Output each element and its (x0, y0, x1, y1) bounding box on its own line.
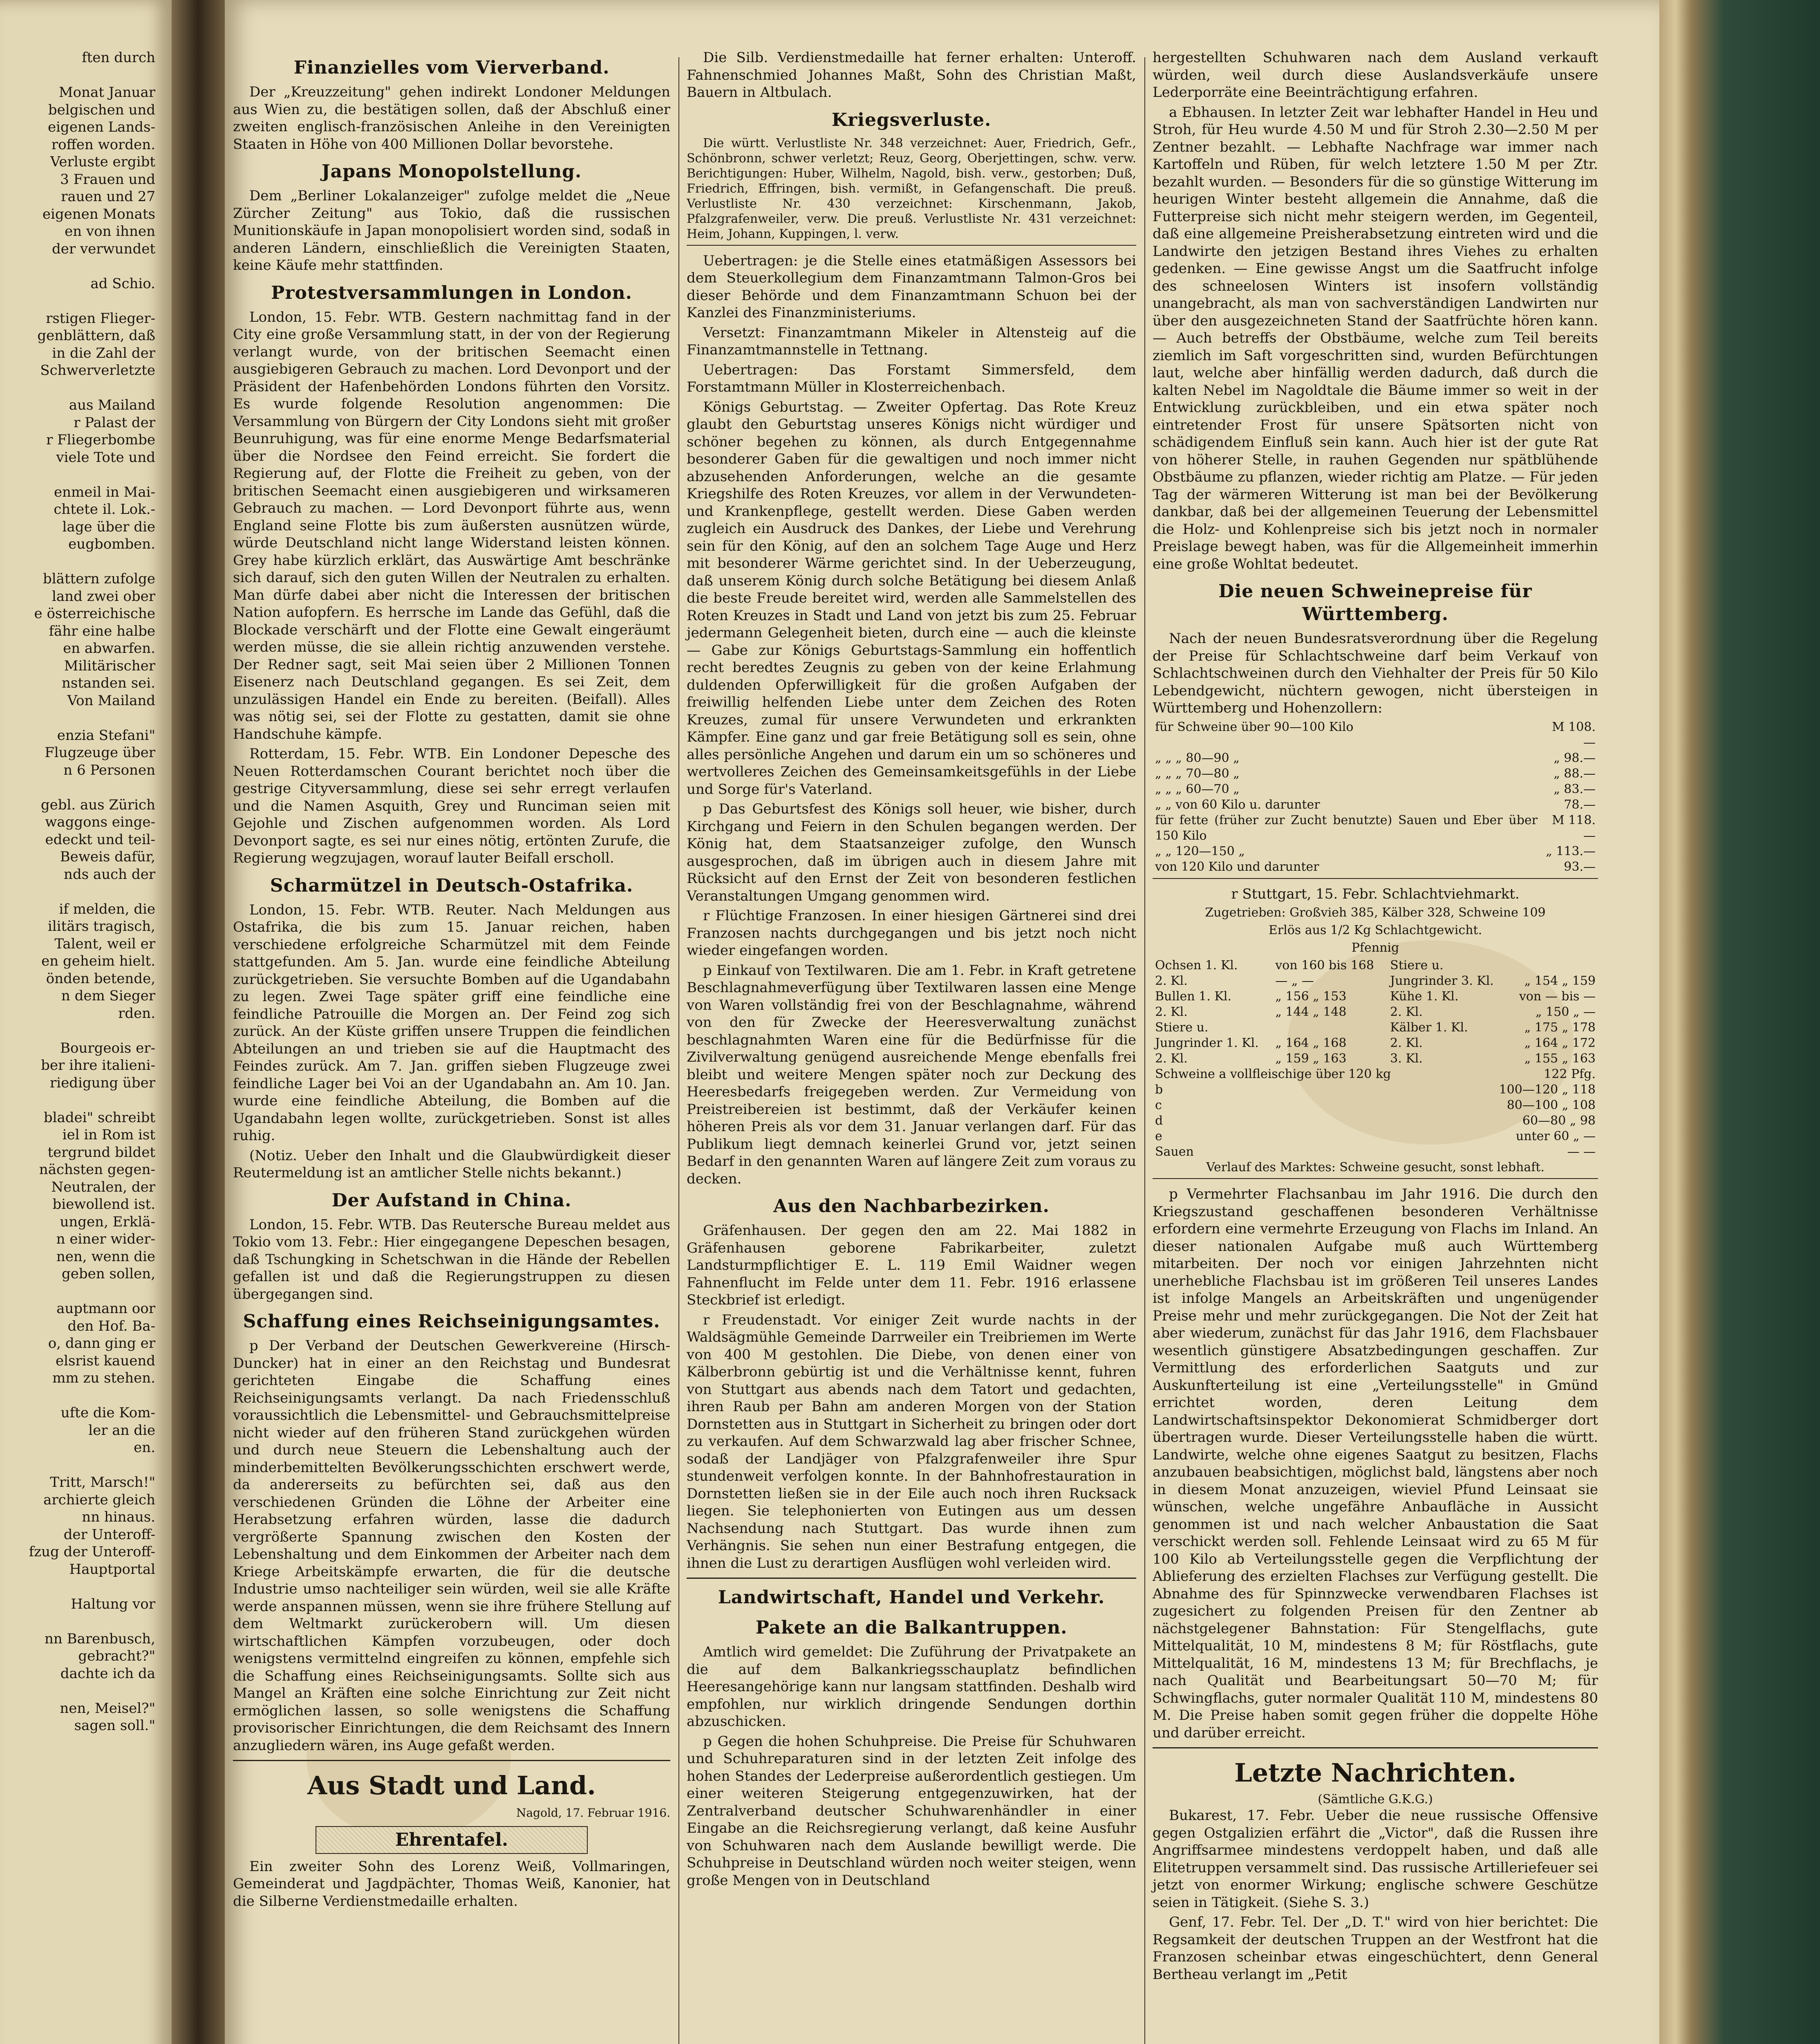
table-cell: 60—80 „ 98 (1522, 1114, 1596, 1128)
casualty-list: Die württ. Verlustliste Nr. 348 verzeichnet: Auer, Friedrich, Gefr., Schönbronn, schwer verletzt; Reuz, Georg, Oberjettingen, schw. verw. Berichtigungen: Huber, Wilhelm, Nagold, bish. verw., gestorben; Duß, Friedrich, Effringen, bish. vermißt, in Gefangenschaft. Die preuß. Verlustliste Nr. 430 verzeichnet: Kirschenmann, Jakob, Pfalzgrafenweiler, verw. Die preuß. Verlustliste Nr. 431 verzeichnet: Heim, Johann, Kuppingen, l. verw. (687, 136, 1136, 241)
previous-page-line: edeckt und teil- (45, 831, 155, 848)
article-text: (Notiz. Ueber den Inhalt und die Glaubwürdigkeit dieser Reutermeldung ist an amtlicher Stelle nichts bekannt.) (233, 1147, 670, 1181)
previous-page-line: ungen, Erklä- (60, 1213, 155, 1230)
previous-page-line: mm zu stehen. (52, 1370, 155, 1386)
table-cell: Stiere u. (1390, 958, 1444, 973)
previous-page-line: 3 Frauen und (60, 171, 155, 188)
column-rule (678, 57, 679, 2044)
cattle-market-table (1153, 958, 1598, 1067)
previous-page-line: Von Mailand (67, 692, 155, 709)
table-cell: von 120 Kilo und darunter (1155, 859, 1319, 874)
previous-page-line: eigenen Monats (42, 206, 155, 222)
previous-page-line: auptmann oor (56, 1300, 155, 1317)
table-cell: M 118.— (1551, 813, 1596, 843)
table-cell: „ 164 „ 168 (1275, 1036, 1347, 1050)
previous-page-line: o, dann ging er (48, 1335, 155, 1351)
book-gutter (172, 0, 225, 2044)
previous-page-line (0, 466, 155, 484)
newspaper-page (225, 0, 1659, 2044)
column-3 (1153, 49, 1598, 1986)
table-cell: „ 113.— (1546, 844, 1596, 858)
previous-page-line (0, 258, 155, 275)
article-text: p Das Geburtsfest des Königs soll heuer, wie bisher, durch Kirchgang und Feiern in den Schulen begangen werden. Der König hat, dem Staatsanzeiger zufolge, den Wunsch ausgesprochen, daß im übrigen auch in diesem Jahre mit Rücksicht auf den Ernst der Zeit von besonderen festlichen Veranstaltungen Umgang genommen wird. (687, 801, 1136, 904)
previous-page-line: genblättern, daß (37, 327, 155, 344)
market-row (1153, 973, 1598, 989)
previous-page-line: n 6 Personen (63, 762, 155, 778)
previous-page-line: r Fliegerbombe (46, 432, 155, 448)
table-cell: 78.— (1564, 797, 1596, 812)
previous-page-line: land zwei ober (51, 588, 155, 605)
table-cell: „ 155 „ 163 (1524, 1051, 1596, 1066)
table-cell: „ 154 „ 159 (1524, 974, 1596, 988)
previous-page-line: r Palast der (74, 414, 155, 431)
previous-page-line: nds auch der (64, 866, 155, 883)
previous-page-line: roffen worden. (51, 136, 155, 153)
previous-page-line: aus Mailand (69, 397, 155, 413)
headline-japan: Japans Monopolstellung. (321, 161, 582, 182)
column-rule (1144, 57, 1145, 2044)
previous-page-line: gebracht?" (78, 1648, 155, 1664)
previous-page-line: ad Schio. (90, 275, 155, 292)
divider (1153, 1178, 1598, 1179)
table-cell: „ 164 „ 172 (1524, 1036, 1596, 1050)
column-2 (687, 49, 1136, 1892)
headline-kriegsverluste: Kriegsverluste. (831, 109, 992, 130)
article-text: Bukarest, 17. Febr. Ueber die neue russische Offensive gegen Ostgalizien erfährt die „Victor", daß die Russen ihre Angriffsarmee mindestens verdoppelt haben, und daß alle Elitetruppen versammelt sind. Das russische Artilleriefeuer sei jetzt von enormer Wirkung; englische schwere Geschütze seien in Tätigkeit. (Siehe S. 3.) (1153, 1807, 1598, 1911)
table-cell: „ „ „ 60—70 „ (1155, 782, 1240, 796)
previous-page-line: nn hinaus. (82, 1509, 155, 1525)
previous-page-line (0, 1091, 155, 1109)
price-row (1153, 859, 1598, 875)
market-row (1153, 958, 1598, 973)
previous-page-line: Bourgeois er- (60, 1040, 155, 1056)
article-text: p Einkauf von Textilwaren. Die am 1. Febr. in Kraft getretene Beschlagnahmeverfügung über Textilwaren lassen eine Menge von Waren vollständig frei von der Beschlagnahme, während von den für Zwecke der Heeresverwaltung zunächst beschlagnahmten Waren eine für die Bedürfnisse für die Zivilverwaltung genügend ausreichende Menge ebenfalls frei bleibt und weitere Mengen später noch zur Deckung des Heeresbedarfs freigegeben werden. Zur Vermeidung von Preistreibereien ist bestimmt, daß der Verkäufer keinen höheren Preis als vor dem 31. Januar verlangen darf. Für das Publikum liegt demnach keinerlei Grund vor, jetzt seinen Bedarf in den genannten Waren auf längere Zeit zum voraus zu decken. (687, 962, 1136, 1187)
table-cell: 3. Kl. (1390, 1051, 1423, 1066)
article-text: Uebertragen: je die Stelle eines etatmäßigen Assessors bei dem Steuerkollegium dem Finanzamtmann Talmon-Gros bei dieser Behörde und dem Finanzamtmann Schuon bei der Kanzlei des Finanzministeriums. (687, 252, 1136, 321)
table-cell: Stiere u. (1155, 1020, 1209, 1035)
table-cell: — „ — (1275, 974, 1314, 988)
previous-page-line: blättern zufolge (43, 571, 155, 587)
previous-page-line: önden betende, (46, 970, 155, 987)
previous-page-line: n einer wider- (56, 1231, 155, 1247)
previous-page-line (0, 553, 155, 571)
market-subheading: Erlös aus 1/2 Kg Schlachtgewicht. (1268, 923, 1482, 937)
table-cell: Jungrinder 1. Kl. (1155, 1036, 1259, 1050)
market-unit-label: Pfennig (1351, 941, 1399, 955)
previous-page-line (0, 1613, 155, 1630)
previous-page-line: Schwerverletzte (40, 362, 155, 379)
table-cell: „ „ „ 80—90 „ (1155, 751, 1240, 765)
previous-page-line: lage über die (62, 518, 155, 535)
table-cell: c (1155, 1098, 1162, 1112)
previous-page-line (0, 1283, 155, 1300)
table-cell (1508, 958, 1598, 973)
market-summary: Verlauf des Marktes: Schweine gesucht, sonst lebhaft. (1206, 1160, 1545, 1174)
previous-page-strip (0, 0, 172, 2044)
previous-page-line: Hauptportal (69, 1561, 155, 1578)
table-cell: Schweine a vollfleischige über 120 kg (1155, 1067, 1391, 1081)
previous-page-line (0, 1387, 155, 1405)
headline-nachbarbezirke: Aus den Nachbarbezirken. (773, 1196, 1050, 1217)
article-text: Amtlich wird gemeldet: Die Zuführung der Privatpakete an die auf dem Balkankriegsschauplatz befindlichen Heeresangehörige kann nur langsam stattfinden. Deshalb wird empfohlen, nur wirklich dringende Sendungen dorthin abzuschicken. (687, 1644, 1136, 1730)
previous-page-line (0, 1022, 155, 1040)
article-text: hergestellten Schuhwaren nach dem Ausland verkauft würden, weil durch diese Auslandsverkäufe unsere Lederporräte eine Beeinträchtigung erfahren. (1153, 49, 1598, 101)
article-text: a Ebhausen. In letzter Zeit war lebhafter Handel in Heu und Stroh, für Heu wurde 4.50 M und für Stroh 2.30—2.50 M per Zentner bezahlt. — Lebhafte Nachfrage war immer nach Kartoffeln und Rüben, für welch letztere 1.50 M per Ztr. bezahlt wurden. — Besonders für die so günstige Witterung im heurigen Winter besteht allgemein die Annahme, daß die Futterpreise sich nicht mehr steigern werden, im Gegenteil, daß eine allgemeine Preisherabsetzung eintreten wird und die Landwirte den jetzigen Bestand ihres Viehes zu erhalten gedenken. — Eine gewisse Angst um die Saatfrucht infolge des schneelosen Winters ist insofern vollständig unangebracht, als man von sachverständigen Landwirten nur über den ausgezeichneten Stand der Saatfrüchte hören kann. — Auch betreffs der Obstbäume, welche zum Teil bereits ziemlich im Saft vorgeschritten sind, wurden Befürchtungen laut, welche aber hinfällig werden dadurch, daß durch die kalten Nebel im Nagoldtale die Bäume immer so weit in der Entwicklung zurückbleiben, und ein etwa später noch eintretender Frost für unsere Spätsorten nicht von schädigendem Einfluß sein kann. Auch hier ist der gute Rat von höherer Stelle, in rauhen Gegenden nur spätblühende Obstbäume zu pflanzen, wieder richtig am Platze. — Für jeden Tag der wärmeren Witterung ist man bei der Bevölkerung dankbar, daß bei der allgemeinen Teuerung der Lebensmittel die Holz- und Kohlenpreise sich bis jetzt noch in normaler Preislage bewegt haben, was für die Allgemeinheit immerhin eine große Wohltat bedeutet. (1153, 104, 1598, 572)
previous-page-line: bladei" schreibt (43, 1109, 155, 1126)
previous-page-line: eigenen Lands- (47, 119, 155, 135)
section-rule (233, 1760, 670, 1761)
previous-page-line (0, 379, 155, 397)
previous-page-line: Tritt, Marsch!" (50, 1474, 155, 1490)
table-cell: Kühe 1. Kl. (1390, 989, 1459, 1004)
headline-china: Der Aufstand in China. (331, 1190, 572, 1211)
article-text: Königs Geburtstag. — Zweiter Opfertag. Das Rote Kreuz glaubt den Geburtstag unseres Königs nicht würdiger und schöner begehen zu können, als durch Entgegennahme besonderer Gaben für die gewaltigen und noch immer nicht abzusehenden Anforderungen, welche an die gesamte Kriegshilfe des Roten Kreuzes, vor allem in der Verwundeten- und Krankenpflege, gestellt werden. Diese Gaben werden zugleich ein Ausdruck des Dankes, der Liebe und Verehrung sein für den König, auf den an solchem Tage Auge und Herz mit besonderer Wärme gerichtet sind. In der Ueberzeugung, daß unserem König durch solche Betätigung bei diesem Anlaß die beste Freude bereitet wird, werden alle Sammelstellen des Roten Kreuzes in Stadt und Land von jetzt bis zum 25. Februar jedermann Gelegenheit bieten, durch eine — auch die kleinste — Gabe zur Königs Geburtstags-Sammlung ein hoffentlich recht beredtes Zeugnis zu geben von der keine Erlahmung duldenden Opferwilligkeit für die großen Aufgaben der freiwillig helfenden Liebe unter dem Zeichen des Roten Kreuzes, zumal für unsere Verwundeten und erkrankten Kämpfer. Eine ganz und gar freie Betätigung soll es sein, ohne alles persönliche Angehen und darum ein um so schöneres und wertvolleres Zeichen des Gemeinsamkeitsgefühls in der Liebe und Sorge für's Vaterland. (687, 399, 1136, 798)
previous-page-line: rden. (118, 1005, 155, 1022)
table-cell: Kälber 1. Kl. (1390, 1020, 1468, 1035)
table-cell: 80—100 „ 108 (1507, 1098, 1596, 1112)
article-text: p Vermehrter Flachsanbau im Jahr 1916. Die durch den Kriegszustand geschaffenen besonderen Verhältnisse erfordern eine vermehrte Erzeugung von Flachs im Inland. An dieser nationalen Aufgabe muß auch Württemberg mitarbeiten. Der noch vor einigen Jahrzehnten nicht unerhebliche Flachsbau ist im größeren Teil unseres Landes ist infolge Mangels an Arbeitskräften und ungenügender Preise mehr und mehr zurückgegangen. Die Not der Zeit hat aber wiederum, zunächst für das Jahr 1916, dem Flachsbauer wesentlich günstigere Absatzbedingungen geschaffen. Zur Vermittlung des erforderlichen Saatguts und zur Auskunfterteilung ist eine „Verteilungsstelle" in Gmünd errichtet worden, deren Leitung dem Landwirtschaftsinspektor Dekonomierat Schmidberger dort übertragen wurde. Dieser Verteilungsstelle haben die württ. Landwirte, welche ohne eigenes Saatgut zu besitzen, Flachs anzubauen beabsichtigen, möglichst bald, längstens aber noch in diesem Monat anzuzeigen, wieviel Pfund Leinsaat sie wünschen, welche ungefähre Anbaufläche in Aussicht genommen ist und nach welcher Anbaustation die Saat verschickt werden soll. Fehlende Leinsaat wird zu 65 M für 100 Kilo ab Verteilungsstelle gegen die Verpflichtung der Ablieferung des erzielten Flachses zur Verfügung gestellt. Die Abnahme des für Spinnzwecke verwendbaren Flachses ist zugesichert zu folgenden Preisen für den Zentner ab nächstgelegener Bahnstation: Für Stengelflachs, gute Mittelqualität, 10 M, mindestens 8 M; für Röstflachs, gute Mittelqualität, 16 M, mindestens 13 M; für Brechflachs, je nach Qualität und Bearbeitungsart 50—70 M; für Schwingflachs, guter normaler Qualität 110 M, mindestens 80 M. Die Preise haben somit gegen früher die doppelte Höhe und darüber erreicht. (1153, 1186, 1598, 1741)
table-cell: „ 159 „ 163 (1275, 1051, 1347, 1066)
previous-page-line: belgischen und (48, 101, 155, 118)
previous-page-line: fähr eine halbe (49, 623, 155, 639)
previous-page-line: ler an die (88, 1422, 155, 1439)
previous-page-line: e österreichische (34, 605, 155, 622)
table-cell: „ 150 „ — (1536, 1005, 1596, 1019)
previous-page-text (0, 49, 155, 1735)
table-cell: — — (1567, 1145, 1596, 1159)
table-cell: 93.— (1564, 859, 1596, 874)
headline-landwirtschaft: Landwirtschaft, Handel und Verkehr. (718, 1587, 1105, 1608)
market-row (1153, 1004, 1598, 1020)
price-row (1153, 782, 1598, 797)
table-cell: 122 Pfg. (1544, 1067, 1596, 1081)
price-row (1153, 719, 1598, 751)
article-text: Gräfenhausen. Der gegen den am 22. Mai 1882 in Gräfenhausen geborene Fabrikarbeiter, zuletzt Landsturmpflichtiger E. L. 119 Emil Waidner wegen Fahnenflucht im Felde unter dem 11. Febr. 1916 erlassene Steckbrief ist erledigt. (687, 1222, 1136, 1308)
swine-row (1153, 1129, 1598, 1144)
previous-page-line: en von ihnen (65, 223, 155, 240)
table-cell: „ 144 „ 148 (1275, 1005, 1347, 1019)
price-row (1153, 844, 1598, 859)
price-row (1153, 766, 1598, 782)
market-row (1153, 1020, 1598, 1035)
headline-london-protest: Protestversammlungen in London. (271, 282, 632, 303)
previous-page-line: den Hof. Ba- (67, 1318, 155, 1334)
price-row (1153, 797, 1598, 813)
previous-page-line: tergrund bildet (47, 1144, 155, 1161)
previous-page-line: en geheim hielt. (41, 953, 155, 969)
swine-row (1153, 1098, 1598, 1113)
previous-page-line: geben sollen, (62, 1266, 155, 1282)
table-cell: „ 88.— (1554, 766, 1596, 781)
previous-page-line (0, 1457, 155, 1474)
swine-row (1153, 1144, 1598, 1160)
table-cell: „ 156 „ 153 (1275, 989, 1347, 1004)
previous-page-line: enmeil in Mai- (54, 484, 155, 500)
previous-page-line: rauen und 27 (61, 188, 155, 205)
previous-page-line: en. (134, 1439, 155, 1456)
table-cell: „ 175 „ 178 (1524, 1020, 1596, 1035)
previous-page-line (0, 709, 155, 727)
swine-market-table (1153, 1067, 1598, 1160)
dateline: Nagold, 17. Februar 1916. (516, 1806, 670, 1820)
swine-row (1153, 1067, 1598, 1082)
headline-finanzielles: Finanzielles vom Vierverband. (293, 57, 610, 78)
previous-page-line (0, 292, 155, 310)
table-cell: M 108.— (1551, 719, 1596, 750)
previous-page-line (0, 67, 155, 84)
previous-page-line: riedigung über (49, 1074, 155, 1091)
previous-page-line: dachte ich da (60, 1665, 155, 1682)
previous-page-line: ufte die Kom- (60, 1405, 155, 1421)
section-rule (1153, 1747, 1598, 1748)
previous-page-line: der verwundet (52, 240, 155, 257)
previous-page-line: Beweis dafür, (60, 849, 155, 865)
market-intro: Zugetrieben: Großvieh 385, Kälber 328, Schweine 109 (1205, 905, 1546, 920)
previous-page-line (0, 1578, 155, 1596)
previous-page-line: gebl. aus Zürich (40, 796, 155, 813)
previous-page-line: nen, Meisel?" (60, 1700, 155, 1717)
article-text: London, 15. Febr. WTB. Gestern nachmittag fand in der City eine große Versammlung statt, in der von der Regierung verlangt wurde, von der britischen Seemacht einen ausgiebigeren Gebrauch zu machen. Lord Devonport und der Präsident der Hafenbehörden Londons führten den Vorsitz. Es wurde folgende Resolution angenommen: Die Versammlung von Bürgern der City Londons sieht mit großer Beunruhigung, was für eine enorme Menge Bedarfsmaterial über die Nordsee den Feind erreicht. Sie fordert die Regierung auf, der Flotte die Freiheit zu geben, von der britischen Seemacht einen ausgiebigeren und wirksameren Gebrauch zu machen. — Lord Devonport führte aus, wenn England seine Flotte bis zum äußersten ausnützen würde, würde Deutschland nicht lange Widerstand leisten können. Grey habe kürzlich erklärt, das Auswärtige Amt beschränke sich darauf, sich den guten Willen der Neutralen zu erhalten. Man dürfe dabei aber nicht die Interessen der britischen Nation aufopfern. Es herrsche im Lande das Gefühl, daß die Blockade verschärft und der Flotte eine Gewalt eingeräumt werden müsse, die sie allein richtig anzuwenden verstehe. Der Redner sagt, seit Mai seien über 2 Millionen Tonnen Eisenerz nach Deutschland gegangen. Es sei Zeit, dem unzulässigen Handel ein Ende zu bereiten. (Beifall). Alles was nötig sei, sei der Flotte zu gestatten, damit sie ohne Handschuhe kämpfe. (233, 309, 670, 742)
previous-page-line: der Unteroff- (63, 1526, 155, 1543)
column-1 (233, 49, 670, 1912)
headline-reichseinigungsamt: Schaffung eines Reichseinigungsamtes. (243, 1311, 660, 1332)
article-text: Uebertragen: Das Forstamt Simmersfeld, dem Forstamtmann Müller in Klosterreichenbach. (687, 361, 1136, 395)
table-cell: Bullen 1. Kl. (1155, 989, 1231, 1004)
table-cell: „ 83.— (1554, 782, 1596, 796)
headline-schweinepreise: Die neuen Schweinepreise für Württemberg. (1218, 581, 1532, 625)
article-text: r Freudenstadt. Vor einiger Zeit wurde nachts in der Waldsägmühle Gemeinde Darrweiler ein Treibriemen im Werte von 400 M gestohlen. Die Diebe, von denen einer von Kälberbronn gebürtig ist und die Verhältnisse kennt, fuhren von Stuttgart aus abends nach dem Tatort und gedachten, ihren Raub per Bahn am anderen Morgen von der Station Dornstetten aus in Stuttgart in Sicherheit zu bringen oder dort zu verkaufen. Auf dem Schwarzwald lag aber frischer Schnee, sodaß der Landjäger von Pfalzgrafenweiler ihre Spur stundenweit verfolgen konnte. In der Bahnhofrestauration in Dornstetten ließen sie in der Eile auch noch ihren Rucksack liegen. Sie telephonierten von Eutingen aus um dessen Nachsendung nach Stuttgart. Das wurde ihnen zum Verhängnis. Sie sehen nun einer Bestrafung entgegen, die ihnen die Lust zu derartigen Ausflügen wohl verleiden wird. (687, 1311, 1136, 1571)
article-text: Genf, 17. Febr. Tel. Der „D. T." wird von hier berichtet: Die Regsamkeit der deutschen Truppen an der Westfront hat die Franzosen scheinbar etwas eingeschüchtert, denn General Bertheau verlangt im „Petit (1153, 1914, 1598, 1983)
previous-page-line: archierte gleich (43, 1491, 155, 1508)
previous-page-line: Talent, weil er (54, 935, 155, 952)
table-cell: Jungrinder 3. Kl. (1390, 974, 1494, 988)
previous-page-line: nn Barenbusch, (45, 1630, 155, 1647)
table-cell (1273, 1020, 1388, 1035)
article-text: Der „Kreuzzeitung" gehen indirekt Londoner Meldungen aus Wien zu, die bestätigen sollen, daß der Abschluß einer zweiten englisch-französischen Anleihe in den Vereinigten Staaten in Höhe von 400 Millionen Dollar bevorstehe. (233, 84, 670, 152)
previous-page-line: elsrist kauend (55, 1352, 155, 1369)
previous-page-line: Monat Januar (58, 84, 155, 101)
table-cell: 2. Kl. (1390, 1005, 1423, 1019)
previous-page-line (0, 779, 155, 796)
article-text: p Gegen die hohen Schuhpreise. Die Preise für Schuhwaren und Schuhreparaturen sind in der letzten Zeit infolge des hohen Standes der Lederpreise außerordentlich gestiegen. Um einer weiteren Steigerung entgegenzuwirken, hat der Zentralverband deutscher Schuhwarenhändler in einer Eingabe an die Reichsregierung verlangt, daß keine Ausfuhr von Schuhwaren nach dem Auslande bewilligt werde. Die Schuhpreise in Deutschland würden noch weiter steigen, wenn große Mengen von in Deutschland (687, 1733, 1136, 1889)
previous-page-line: if melden, die (59, 901, 155, 917)
previous-page-line: waggons einge- (45, 814, 155, 830)
section-title-letzte-nachrichten: Letzte Nachrichten. (1234, 1758, 1517, 1788)
previous-page-line (0, 883, 155, 901)
article-text: Die Silb. Verdienstmedaille hat ferner erhalten: Unteroff. Fahnenschmied Johannes Maßt, Sohn des Christian Maßt, Bauern in Altbulach. (687, 49, 1136, 101)
previous-page-line: en abwarfen. (63, 640, 155, 657)
previous-page-line (0, 1682, 155, 1700)
price-row (1153, 813, 1598, 844)
table-cell: 2. Kl. (1155, 974, 1188, 988)
previous-page-line: eugbomben. (68, 536, 155, 552)
previous-page-line: Haltung vor (71, 1596, 155, 1612)
table-cell: d (1155, 1114, 1163, 1128)
previous-page-line: nächsten gegen- (39, 1161, 155, 1178)
article-text: Rotterdam, 15. Febr. WTB. Ein Londoner Depesche des Neuen Rotterdamschen Courant berichtet noch über die gestrige Cityversammlung, diese sei sehr erregt verlaufen und die Namen Asquith, Grey und Runciman seien mit Gejohle und Zischen aufgenommen worden. Als Lord Devonport sagte, es sei nur eines nötig, ertönten Zurufe, die Regierung wegzujagen, worauf lauter Beifall erscholl. (233, 746, 670, 866)
table-cell: von — bis — (1519, 989, 1596, 1004)
market-row (1153, 1051, 1598, 1067)
table-cell: „ 98.— (1554, 751, 1596, 765)
article-text: Dem „Berliner Lokalanzeiger" zufolge meldet die „Neue Zürcher Zeitung" aus Tokio, daß die russischen Munitionskäufe in Japan monopolisiert worden sind, sodaß in anderen Ländern, einschließlich die Vereinigten Staaten, keine Käufe mehr stattfinden. (233, 188, 670, 273)
section-title-stadt-land: Aus Stadt und Land. (307, 1771, 596, 1800)
previous-page-line: ber ihre italieni- (41, 1057, 155, 1074)
table-cell: für fette (früher zur Zucht benutzte) Sauen und Eber über 150 Kilo (1155, 813, 1538, 843)
previous-page-line: biewollend ist. (52, 1196, 155, 1213)
previous-page-line: Neutralen, der (51, 1179, 155, 1195)
article-text: p Der Verband der Deutschen Gewerkvereine (Hirsch-Duncker) hat in einer an den Reichstag und Bundesrat gerichteten Eingabe die Schaffung eines Reichseinigungsamts verlangt. Da nach Friedensschluß voraussichtlich die Lebensmittel- und Gebrauchsmittelpreise nicht wieder auf den früheren Stand zurückgehen würden und durch neue Steuern die Lebenshaltung auch der minderbemittelten Bevölkerungsschichten erschwert werde, da andererseits zu befürchten sei, daß aus den verschiedenen Gründen die Löhne der Arbeiter eine Herabsetzung erfahren würden, lasse die dadurch vergrößerte Spannung zwischen den Kosten der Lebenshaltung und dem Einkommen der Arbeiter nach dem Kriege Arbeitskämpfe erwarten, die für die deutsche Industrie umso nachteiliger sein würden, weil sie alle Kräfte werde anspannen müssen, wenn sie ihre frühere Stellung auf dem Weltmarkt zurückerobern will. Um diesen wirtschaftlichen Kämpfen vorzubeugen, oder doch wenigstens vermittelnd eingreifen zu können, empfehle sich die Schaffung eines Reichseinigungsamts. Sollte sich aus Mangel an Kräften eine solche Einrichtung zur Zeit nicht ermöglichen lassen, so solle wenigstens die Schaffung provisorischer Einrichtungen, die dem Reichsamt des Innern anzugliedern wären, ins Auge gefaßt werden. (233, 1338, 670, 1754)
previous-page-line: nstanden sei. (61, 675, 155, 691)
table-cell: „ „ „ 70—80 „ (1155, 766, 1240, 781)
article-text: Versetzt: Finanzamtmann Mikeler in Altensteig auf die Finanzamtmannstelle in Tettnang. (687, 324, 1136, 358)
divider (687, 245, 1136, 246)
table-cell: „ „ von 60 Kilo u. darunter (1155, 797, 1320, 812)
headline-balkantruppen: Pakete an die Balkantruppen. (755, 1617, 1068, 1638)
market-row (1153, 989, 1598, 1004)
table-cell: 100—120 „ 118 (1499, 1083, 1596, 1097)
article-text: Nach der neuen Bundesratsverordnung über die Regelung der Preise für Schlachtschweine darf beim Verkauf von Schlachtschweinen durch den Viehhalter der Preis für 50 Kilo Lebendgewicht, nüchtern gewogen, nicht übersteigen in Württemberg und Hohenzollern: (1153, 630, 1598, 716)
table-cell: von 160 bis 168 (1275, 958, 1374, 973)
headline-ostafrika: Scharmützel in Deutsch-Ostafrika. (270, 875, 634, 896)
previous-page-line: sagen soll." (74, 1717, 155, 1734)
table-cell: Ochsen 1. Kl. (1155, 958, 1238, 973)
table-cell: Sauen (1155, 1145, 1194, 1159)
swine-row (1153, 1082, 1598, 1098)
article-text: r Flüchtige Franzosen. In einer hiesigen Gärtnerei sind drei Franzosen nachts durchgegangen und bis jetzt noch nicht wieder eingefangen worden. (687, 908, 1136, 959)
article-text: London, 15. Febr. WTB. Das Reutersche Bureau meldet aus Tokio vom 13. Febr.: Hier eingegangene Depeschen besagen, daß Tschungking in Schetschwan in die Hände der Rebellen gefallen ist und daß die Regierungstruppen zu diesen übergegangen sind. (233, 1216, 670, 1302)
market-heading: r Stuttgart, 15. Febr. Schlachtviehmarkt. (1231, 885, 1520, 902)
article-text: London, 15. Febr. WTB. Reuter. Nach Meldungen aus Ostafrika, die bis zum 15. Januar reichen, haben verschiedene erfolgreiche Scharmützel mit dem Feinde stattgefunden. Am 5. Jan. wurde eine feindliche Abteilung zurückgetrieben. Sie versuchte Bomben auf die Ugandabahn zu legen. Zwei Tage später griff eine feindliche eine feindliche Patrouille die Morgen an. Der Feind zog sich zurück. An der Küste griffen unsere Truppen die feindlichen Abteilungen an und trieben sie auf die Hauptmacht des Feindes zurück. Am 7. Jan. griffen sieben Flugzeuge zwei feindliche Lager bei Voi an der Ugandabahn an. Am 10. Jan. wurde eine feindliche Abteilung, die Bomben auf die Ugandabahn legen wollte, zurückgetrieben. Sonst ist alles ruhig. (233, 901, 670, 1144)
section-rule (687, 1578, 1136, 1579)
previous-page-line: n dem Sieger (61, 988, 155, 1004)
table-cell: e (1155, 1129, 1162, 1143)
previous-page-line: chtete il. Lok.- (54, 501, 155, 518)
table-cell: 2. Kl. (1390, 1036, 1423, 1050)
market-row (1153, 1035, 1598, 1051)
swine-row (1153, 1113, 1598, 1129)
previous-page-line: ilitärs tragisch, (47, 918, 155, 935)
table-cell: 2. Kl. (1155, 1005, 1188, 1019)
section-subtitle: (Sämtliche G.K.G.) (1318, 1792, 1433, 1806)
divider (1153, 878, 1598, 879)
previous-page-line: iel in Rom ist (62, 1127, 155, 1143)
previous-page-line: viele Tote und (56, 449, 155, 466)
table-cell: für Schweine über 90—100 Kilo (1155, 719, 1354, 734)
previous-page-line: fzug der Unteroff- (29, 1544, 155, 1560)
previous-page-line: Militärischer (64, 657, 155, 674)
ehrentafel-banner: Ehrentafel. (316, 1826, 588, 1854)
article-text: Ein zweiter Sohn des Lorenz Weiß, Vollmaringen, Gemeinderat und Jagdpächter, Thomas Weiß, Kanonier, hat die Silberne Verdienstmedaille erhalten. (233, 1858, 670, 1910)
pig-price-table (1153, 719, 1598, 875)
previous-page-line: ften durch (82, 49, 155, 66)
table-cell: 2. Kl. (1155, 1051, 1188, 1066)
previous-page-line: enzia Stefani" (57, 727, 155, 744)
previous-page-line: Verluste ergibt (50, 154, 155, 170)
previous-page-line: rstigen Flieger- (46, 310, 155, 327)
previous-page-line: in die Zahl der (52, 345, 155, 361)
table-cell: unter 60 „ — (1516, 1129, 1596, 1143)
book-edge (1659, 0, 1820, 2044)
price-row (1153, 751, 1598, 766)
table-cell: „ „ 120—150 „ (1155, 844, 1245, 858)
previous-page-line: Flugzeuge über (45, 744, 155, 761)
previous-page-line: nen, wenn die (56, 1248, 155, 1265)
table-cell: b (1155, 1083, 1163, 1097)
